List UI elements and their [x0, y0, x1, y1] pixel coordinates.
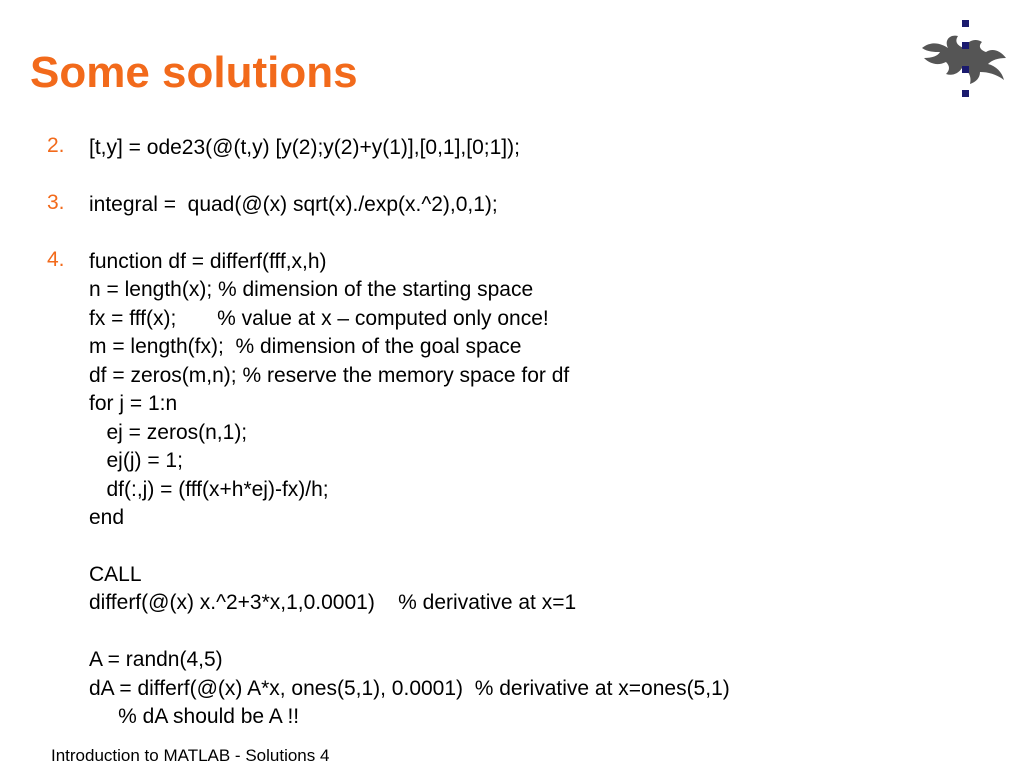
code-line: n = length(x); % dimension of the starting space — [89, 278, 534, 301]
code-line: function df = differf(fff,x,h) — [89, 250, 327, 273]
code-line: end — [89, 506, 125, 529]
code-line: differf(@(x) x.^2+3*x,1,0.0001) % derivative at x=1 — [89, 591, 577, 614]
code-line: m = length(fx); % dimension of the goal space — [89, 335, 522, 358]
slide-title: Some solutions — [30, 48, 358, 97]
code-line: fx = fff(x); % value at x – computed only once! — [89, 307, 549, 330]
list-number: 3. — [47, 191, 65, 214]
code-line: % dA should be A !! — [89, 705, 300, 728]
code-line: df(:,j) = (fff(x+h*ej)-fx)/h; — [89, 478, 329, 501]
code-line: CALL — [89, 563, 142, 586]
code-line: A = randn(4,5) — [89, 648, 223, 671]
list-number: 2. — [47, 134, 65, 157]
code-line: ej(j) = 1; — [89, 449, 183, 472]
code-line: integral = quad(@(x) sqrt(x)./exp(x.^2),0,1); — [89, 193, 498, 216]
code-line: df = zeros(m,n); % reserve the memory space for df — [89, 364, 570, 387]
code-line: ej = zeros(n,1); — [89, 421, 248, 444]
code-line: dA = differf(@(x) A*x, ones(5,1), 0.0001) % derivative at x=ones(5,1) — [89, 677, 730, 700]
list-number: 4. — [47, 248, 65, 271]
slide-footer: Introduction to MATLAB - Solutions 4 — [51, 746, 330, 765]
code-line: for j = 1:n — [89, 392, 178, 415]
code-line: [t,y] = ode23(@(t,y) [y(2);y(2)+y(1)],[0,1],[0;1]); — [89, 136, 520, 159]
